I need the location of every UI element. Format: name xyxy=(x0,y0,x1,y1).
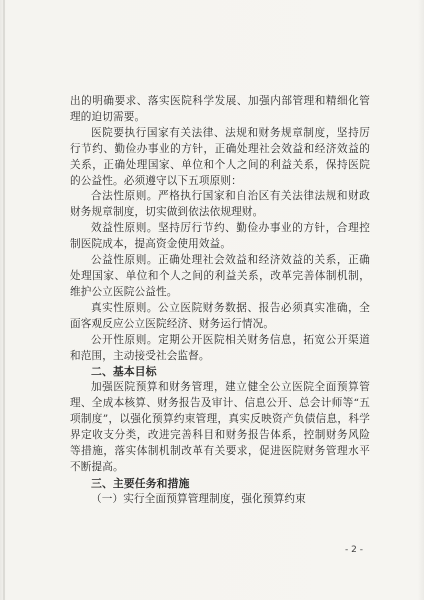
paragraph-authenticity-principle: 真实性原则。公立医院财务数据、报告必须真实准确，全面客观反应公立医院经济、财务运行情况。 xyxy=(70,301,370,330)
paragraph-continuation: 出的明确要求、落实医院科学发展、加强内部管理和精细化管理的迫切需要。 xyxy=(70,95,370,123)
paragraph-public-welfare-principle: 公益性原则。正确处理社会效益和经济效益的关系，正确处理国家、单位和个人之间的利益关系，改革完善体制机制，维护公立医院公益性。 xyxy=(70,254,370,298)
section-heading-main-tasks: 三、主要任务和措施 xyxy=(91,476,190,490)
binding-edge xyxy=(3,0,5,600)
subheading-budget-management: （一）实行全面预算管理制度，强化预算约束 xyxy=(91,492,306,505)
paragraph-basic-goals: 加强医院预算和财务管理，建立健全公立医院全面预算管理、全成本核算、财务报告及审计、信息公开、总会计师等“五项制度”，以强化预算约束管理，真实反映资产负债信息，科学界定收支分类，改进完善科目和财务报告体系，控制财务风险等措施，落实体制机制改革有关要求，促进医院财务管理水平不断提高。 xyxy=(70,381,370,473)
paragraph-legality-principle: 合法性原则。严格执行国家和自治区有关法律法规和财政财务规章制度，切实做到依法依规理财。 xyxy=(70,190,370,219)
paragraph-principles-intro: 医院要执行国家有关法律、法规和财务规章制度，坚持厉行节约、勤俭办事业的方针，正确处理社会效益和经济效益的关系，正确处理国家、单位和个人之间的利益关系，保持医院的公益性。必须遵守以下五项原则： xyxy=(70,126,370,187)
paragraph-openness-principle: 公开性原则。定期公开医院相关财务信息，拓宽公开渠道和范围，主动接受社会监督。 xyxy=(70,333,370,362)
paragraph-efficiency-principle: 效益性原则。坚持厉行节约、勤俭办事业的方针，合理控制医院成本，提高资金使用效益。 xyxy=(70,222,370,251)
section-heading-basic-goals: 二、基本目标 xyxy=(91,365,157,379)
body-text xyxy=(70,94,370,508)
page-number: - 2 - xyxy=(345,545,363,555)
